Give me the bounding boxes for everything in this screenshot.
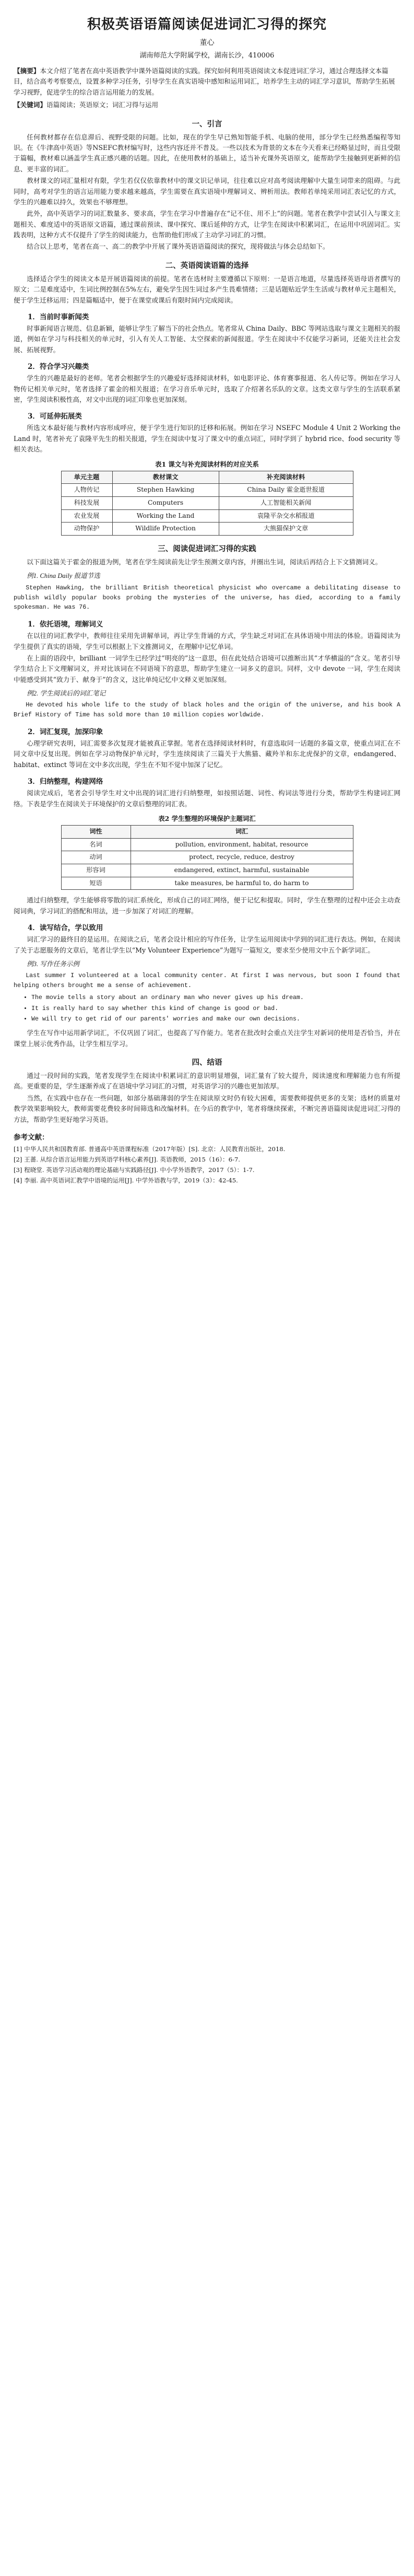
table-cell: 动物保护	[61, 523, 112, 536]
paragraph: 结合以上思考，笔者在高一、高二的教学中开展了课外英语语篇阅读的探究，现将做法与体会总结如下。	[27, 242, 329, 251]
table-caption: 表1 课文与补充阅读材料的对应关系	[155, 460, 259, 468]
table-row	[61, 523, 353, 536]
paragraph: 当然，在实践中也存在一些问题，如部分基础薄弱的学生在阅读原文时仍有较大困难，需要教师提供更多的支架；选材的质量对教学效果影响较大，教师需要花费较多时间筛选和改编材料。在今后的教学中，笔者将继续探索，不断完善语篇阅读促进词汇习得的方法，帮助学生更好地学习英语。	[14, 1094, 400, 1123]
table-cell: Wildlife Protection	[112, 523, 219, 536]
paragraph: 此外，高中英语学习的词汇数量多、要求高，学生在学习中普遍存在“记不住、用不上”的问题。笔者在教学中尝试引入与课文主题相关、难度适中的英语原文语篇，通过课前预读、课中探究、课后延伸的方式，让学生在阅读中积累词汇，在运用中巩固词汇。实践表明，这种方式不仅提升了学生的阅读能力，也帮助他们形成了主动学习词汇的习惯。	[14, 210, 400, 239]
paragraph: 学生的兴趣是最好的老师。笔者会根据学生的兴趣爱好选择阅读材料，如电影评论、体育赛事报道、名人传记等。例如在学习人物传记相关单元时，笔者选择了霍金的相关报道；在学习音乐单元时，选取了介绍著名乐队的文章。这类文章与学生的生活联系紧密，学生阅读积极性高，对文中出现的词汇印象也更加深刻。	[14, 374, 400, 403]
paragraph: 心理学研究表明，词汇需要多次复现才能被真正掌握。笔者在选择阅读材料时，有意选取同一话题的多篇文章，使重点词汇在不同文章中反复出现。例如在学习动物保护单元时，学生连续阅读了三篇关于大熊猫、藏羚羊和东北虎保护的文章，endangered、habitat、extinct 等词在文中多次出现，学生在不知不觉中加深了记忆。	[14, 739, 400, 769]
table-cell: 科技发展	[61, 496, 112, 509]
paragraph: 时事新闻语言规范、信息新颖，能够让学生了解当下的社会热点。笔者常从 China Daily、BBC 等网站选取与课文主题相关的报道，例如在学习与科技相关的单元时，引入有关人工智能、太空探索的新闻报道。学生在阅读中不仅能学习新词，还能关注社会发展、拓展视野。	[14, 324, 400, 354]
table-row	[61, 838, 353, 851]
table-cell: 形容词	[61, 864, 131, 877]
table-cell: endangered, extinct, harmful, sustainable	[131, 864, 353, 877]
paper-title: 积极英语语篇阅读促进词汇习得的探究	[87, 17, 327, 32]
paragraph: 学生在写作中运用新学词汇，不仅巩固了词汇，也提高了写作能力。笔者在批改时会重点关注学生对新词的使用是否恰当，并在课堂上展示优秀作品，让学生相互学习。	[14, 1029, 400, 1048]
paragraph: 通过归纳整理，学生能够将零散的词汇系统化，形成自己的词汇网络，便于记忆和提取。同时，学生在整理的过程中还会主动查阅词典，学习词汇的搭配和用法，进一步加深了对词汇的理解。	[14, 896, 400, 915]
subsection-heading: 1．依托语境，理解词义	[28, 620, 103, 629]
subsection-heading: 3．归纳整理，构建网络	[28, 778, 103, 786]
table-header: 教材课文	[112, 471, 219, 484]
reference-item: [3] 程晓堂. 英语学习活动观的理论基础与实践路径[J]. 中小学外语教学，2017（5）：1-7.	[14, 1166, 255, 1174]
table-text-mapping	[61, 459, 353, 536]
list-item: • We will try to get rid of our parents' worries and make our own decisions.	[31, 1015, 400, 1025]
example-sentence-list	[31, 993, 400, 1025]
table-row	[61, 509, 353, 523]
table-row	[61, 496, 353, 509]
abstract-text: 本文介绍了笔者在高中英语教学中课外语篇阅读的实践。探究如何利用英语阅读文本促进词汇学习，通过合理选择文本篇目，结合高考考察要点，设置多种学习任务，引导学生在真实语境中感知和运用词汇，培养学生主动的词汇学习意识，帮助学生拓展学习视野，促进学生的综合语言运用能力的发展。	[14, 67, 395, 96]
keywords	[14, 100, 400, 110]
table-cell: 动词	[61, 851, 131, 864]
english-excerpt: Last summer I volunteered at a local community center. At first I was nervous, but soon I found that helping others brought me a sense of achievement.	[14, 972, 400, 990]
table-cell: Working the Land	[112, 509, 219, 523]
table-vocabulary	[61, 814, 353, 890]
section-heading: 四、结语	[192, 1058, 222, 1067]
paragraph: 选择适合学生的阅读文本是开展语篇阅读的前提。笔者在选材时主要遵循以下原则：一是语言地道，尽量选择英语母语者撰写的原文；二是难度适中，生词比例控制在5%左右，避免学生因生词过多产生畏难情绪；三是话题贴近学生生活或与教材单元主题相关，便于学生迁移运用；四是篇幅适中，便于在课堂或课后有限时间内完成阅读。	[14, 274, 400, 304]
section-heading: 一、引言	[192, 119, 222, 129]
affiliation: 湖南师范大学附属学校，湖南长沙，410006	[139, 52, 275, 60]
table-row	[61, 484, 353, 497]
table-row	[61, 864, 353, 877]
paragraph: 以下面这篇关于霍金的报道为例，笔者在学生阅读前先让学生预测文章内容，并圈出生词，阅读后再结合上下文猜测词义。	[27, 558, 382, 566]
table-header: 词性	[61, 825, 131, 838]
table-cell: protect, recycle, reduce, destroy	[131, 851, 353, 864]
subsection-heading: 2．词汇复现，加深印象	[28, 728, 103, 737]
reference-item: [4] 李丽. 高中英语词汇教学中语境的运用[J]. 中学外语教与学，2019（3）：42-45.	[14, 1176, 238, 1184]
references-heading: 参考文献：	[14, 1133, 49, 1142]
table-cell: Stephen Hawking	[112, 484, 219, 497]
paragraph: 通过一段时间的实践，笔者发现学生在阅读中积累词汇的意识明显增强，词汇量有了较大提升，阅读速度和理解能力也有所提高。更重要的是，学生逐渐养成了在语境中学习词汇的习惯，对英语学习的兴趣也更加浓厚。	[14, 1072, 400, 1090]
table-cell: 短语	[61, 877, 131, 890]
keywords-text: 语篇阅读；英语原文；词汇习得与运用	[46, 101, 159, 109]
section-heading: 三、阅读促进词汇习得的实践	[158, 544, 256, 553]
subsection-heading: 2．符合学习兴趣类	[28, 363, 89, 372]
table-row	[61, 877, 353, 890]
reference-item: [1] 中华人民共和国教育部. 普通高中英语课程标准（2017年版）[S]. 北京：人民教育出版社，2018.	[14, 1145, 286, 1153]
list-item: • It is really hard to say whether this kind of change is good or bad.	[31, 1004, 400, 1014]
table-header: 补充阅读材料	[219, 471, 353, 484]
subsection-heading: 3．可延伸拓展类	[28, 412, 82, 421]
table-caption: 表2 学生整理的环境保护主题词汇	[158, 814, 256, 822]
table-header: 单元主题	[61, 471, 112, 484]
english-excerpt: Stephen Hawking, the brilliant British theoretical physicist who overcame a debilitating disease to publish wildly popular books probing the mysteries of the universe, has died, according to a family spokesman. He was 76.	[14, 584, 400, 611]
subsection-heading: 4．读写结合，学以致用	[28, 924, 103, 933]
section-heading: 二、英语阅读语篇的选择	[165, 261, 249, 270]
table-cell: 袁隆平杂交水稻报道	[219, 509, 353, 523]
example-label: 例3. 写作任务示例	[27, 960, 79, 968]
table-cell: 大熊猫保护文章	[219, 523, 353, 536]
paragraph: 在以往的词汇教学中，教师往往采用先讲解单词，再让学生背诵的方式，学生缺乏对词汇在具体语境中用法的体验。语篇阅读为学生提供了真实的语境，学生可以根据上下文推测词义，在理解中记忆单词。	[14, 632, 400, 651]
english-excerpt: He devoted his whole life to the study of black holes and the origin of the universe, and his book A Brief History of Time has sold more than 10 million copies worldwide.	[14, 702, 400, 719]
example-label: 例1. China Daily 报道节选	[27, 572, 100, 580]
table-cell: take measures, be harmful to, do harm to	[131, 877, 353, 890]
paragraph: 在上面的语段中，brilliant 一词学生已经学过“明亮的”这一意思，但在此处结合语境可以推断出其“才华横溢的”含义。笔者引导学生结合上下文理解词义，并对比该词在不同语境下的意思，帮助学生建立一词多义的意识。同样，文中 devote 一词，学生在阅读中能感受到其“致力于、献身于”的含义，这比单纯记忆中文释义更加深刻。	[14, 654, 400, 683]
example-label: 例2. 学生阅读后的词汇笔记	[27, 690, 106, 698]
paragraph: 阅读完成后，笔者会引导学生对文中出现的词汇进行归纳整理，如按照话题、词性、构词法等进行分类，帮助学生构建词汇网络。下表是学生在阅读关于环境保护的文章后整理的词汇表。	[14, 789, 400, 808]
list-item: • The movie tells a story about an ordinary man who never gives up his dream.	[31, 993, 400, 1003]
keywords-label: 【关键词】	[14, 101, 46, 109]
table-header: 词汇	[131, 825, 353, 838]
abstract	[14, 66, 400, 98]
table-cell: 农业发展	[61, 509, 112, 523]
abstract-label: 【摘要】	[14, 67, 40, 75]
paragraph: 所选文本最好能与教材内容形成呼应，便于学生进行知识的迁移和拓展。例如在学习 NSEFC Module 4 Unit 2 Working the Land 时，笔者补充了袁隆平先生的相关报道，学生在阅读中复习了课文中的重点词汇，同时学到了 hybrid rice、food security 等相关表达。	[14, 424, 400, 454]
table-row	[61, 851, 353, 864]
table-cell: Computers	[112, 496, 219, 509]
table-cell: 人工智能相关新闻	[219, 496, 353, 509]
author: 董心	[199, 39, 215, 47]
table-cell: pollution, environment, habitat, resource	[131, 838, 353, 851]
table-cell: 人物传记	[61, 484, 112, 497]
reference-item: [2] 王蔷. 从综合语言运用能力到英语学科核心素养[J]. 英语教师，2015（16）：6-7.	[14, 1155, 240, 1163]
table-cell: 名词	[61, 838, 131, 851]
table-cell: China Daily 霍金逝世报道	[219, 484, 353, 497]
paragraph: 教材课文的词汇量相对有限，学生若仅仅依靠教材中的课文识记单词，往往难以应对高考阅读理解中大量生词带来的阻碍。与此同时，高考对学生的语言运用能力要求越来越高，学生需要在真实语境中理解词义、辨析用法。教师若单纯采用词汇表记忆的方式，学生的兴趣难以持久，效果也不够理想。	[14, 177, 400, 206]
paragraph: 词汇学习的最终目的是运用。在阅读之后，笔者会设计相应的写作任务，让学生运用阅读中学到的词汇进行表达。例如，在阅读了关于志愿服务的文章后，笔者让学生以“My Volunteer Experience”为题写一篇短文，要求至少使用文中五个新学词汇。	[14, 935, 400, 954]
subsection-heading: 1．当前时事新闻类	[28, 313, 89, 322]
paragraph: 任何教材都存在信息滞后、视野受限的问题。比如，现在的学生早已熟知智能手机、电脑的使用，部分学生已经熟悉编程等知识。在《牛津高中英语》等NSEFC教材编写时，这些内容还并不普及。一些以技术为背景的文本在今天看来已经略显过时，而且受限于篇幅，教材难以涵盖学生真正感兴趣的话题。因此，在使用教材的基础上，适当补充课外英语原文，能帮助学生接触到更新鲜的信息、更丰富的词汇。	[14, 133, 400, 173]
